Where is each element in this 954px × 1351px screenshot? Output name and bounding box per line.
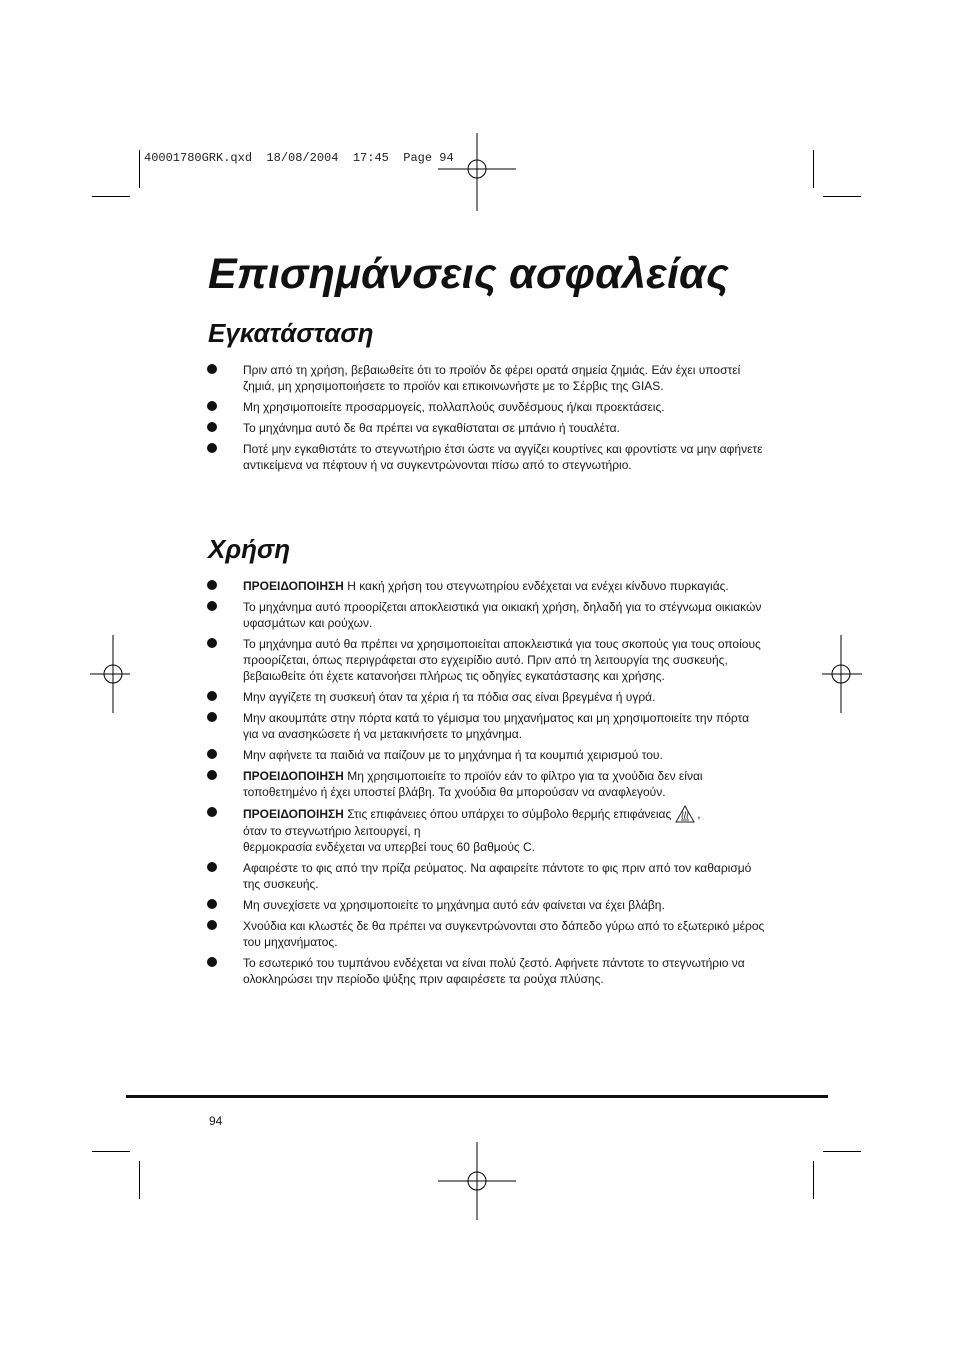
list-item: Μην ακουμπάτε στην πόρτα κατά το γέμισμα του μηχανήματος και μη χρησιμοποιείτε την πόρτα για να ανασηκώσετε ή να μετακινήσετε το μηχάνημα. [206,710,766,742]
bullet-icon [207,807,217,817]
warning-label: ΠΡΟΕΙΔΟΠΟΙΗΣΗ [243,807,344,821]
list-item: ΠΡΟΕΙΔΟΠΟΙΗΣΗ Η κακή χρήση του στεγνωτηρίου ενδέχεται να ενέχει κίνδυνο πυρκαγιάς. [206,578,766,594]
crop-mark [139,150,140,188]
installation-list [206,362,766,473]
crop-mark [813,150,814,188]
footer-rule [126,1095,828,1098]
bullet-icon [207,957,217,967]
registration-mark-icon [438,133,516,211]
list-item: Μη χρησιμοποιείτε προσαρμογείς, πολλαπλούς συνδέσμους ή/και προεκτάσεις. [206,399,766,415]
crop-mark [92,196,130,197]
crop-mark [813,1161,814,1199]
list-item: Μην αγγίζετε τη συσκευή όταν τα χέρια ή τα πόδια σας είναι βρεγμένα ή υγρά. [206,689,766,705]
registration-mark-icon [438,1142,516,1220]
section-heading-use: Χρήση [208,534,291,564]
bullet-icon [207,601,217,611]
print-slug: 40001780GRK.qxd 18/08/2004 17:45 Page 94 [144,151,454,165]
crop-mark [139,1161,140,1199]
bullet-icon [207,422,217,432]
bullet-icon [207,749,217,759]
list-item: Το μηχάνημα αυτό προορίζεται αποκλειστικά για οικιακή χρήση, δηλαδή για το στέγνωμα οικιακών υφασμάτων και ρούχων. [206,599,766,631]
bullet-icon [207,920,217,930]
use-list [206,578,766,987]
list-item: Χνούδια και κλωστές δε θα πρέπει να συγκεντρώνονται στο δάπεδο γύρω από το εξωτερικό μέρος του μηχανήματος. [206,918,766,950]
list-item: Το μηχάνημα αυτό δε θα πρέπει να εγκαθίσταται σε μπάνιο ή τουαλέτα. [206,420,766,436]
registration-mark-icon [90,635,130,713]
crop-mark [92,1151,130,1152]
list-item: Μην αφήνετε τα παιδιά να παίζουν με το μηχάνημα ή τα κουμπιά χειρισμού του. [206,747,766,763]
bullet-icon [207,580,217,590]
bullet-icon [207,899,217,909]
bullet-icon [207,691,217,701]
list-item: Πριν από τη χρήση, βεβαιωθείτε ότι το προϊόν δε φέρει ορατά σημεία ζημιάς. Εάν έχει υποστεί ζημιά, μη χρησιμοποιήσετε το προϊόν και επικοινωνήστε με το Σέρβις της GIAS. [206,362,766,394]
bullet-icon [207,638,217,648]
list-item: ΠΡΟΕΙΔΟΠΟΙΗΣΗ Μη χρησιμοποιείτε το προϊόν εάν το φίλτρο για τα χνούδια δεν είναι τοποθετημένο ή έχει υποστεί βλάβη. Τα χνούδια θα μπορούσαν να αναφλεγούν. [206,768,766,800]
bullet-icon [207,770,217,780]
warning-label: ΠΡΟΕΙΔΟΠΟΙΗΣΗ [243,769,344,783]
bullet-icon [207,862,217,872]
bullet-icon [207,364,217,374]
bullet-icon [207,401,217,411]
section-heading-installation: Εγκατάσταση [208,318,374,348]
list-item: Το εσωτερικό του τυμπάνου ενδέχεται να είναι πολύ ζεστό. Αφήνετε πάντοτε το στεγνωτήριο να ολοκληρώσει την περίοδο ψύξης πριν αφαιρέσετε τα ρούχα πλύσης. [206,955,766,987]
page-number: 94 [209,1114,223,1128]
bullet-icon [207,443,217,453]
list-item: Ποτέ μην εγκαθιστάτε το στεγνωτήριο έτσι ώστε να αγγίζει κουρτίνες και φροντίστε να μην αφήνετε αντικείμενα να πέφτουν ή να συγκεντρώνονται πίσω από το στεγνωτήριο. [206,441,766,473]
list-item: Αφαιρέστε το φις από την πρίζα ρεύματος. Να αφαιρείτε πάντοτε το φις πριν από τον καθαρισμό της συσκευής. [206,860,766,892]
list-item: Μη συνεχίσετε να χρησιμοποιείτε το μηχάνημα αυτό εάν φαίνεται να έχει βλάβη. [206,897,766,913]
bullet-icon [207,712,217,722]
crop-mark [823,1151,861,1152]
crop-mark [823,196,861,197]
registration-mark-icon [822,635,862,713]
warning-label: ΠΡΟΕΙΔΟΠΟΙΗΣΗ [243,579,344,593]
list-item: Το μηχάνημα αυτό θα πρέπει να χρησιμοποιείται αποκλειστικά για τους σκοπούς για τους οποίους προορίζεται, όπως περιγράφεται στο εγχειρίδιο αυτό. Πριν από τη λειτουργία της συσκευής, βεβαιωθείτε ότι έχετε κατανοήσει πλήρως τις οδηγίες εγκατάστασης και χρήσης. [206,636,766,684]
list-item: ΠΡΟΕΙΔΟΠΟΙΗΣΗ Στις επιφάνειες όπου υπάρχει το σύμβολο θερμής επιφάνειας , όταν το στεγνωτήριο λειτουργεί, η θερμοκρασία ενδέχεται να υπερβεί τους 60 βαθμούς C. [206,805,766,855]
page-title: Επισημάνσεις ασφαλείας [208,250,729,298]
hot-surface-warning-icon [675,805,695,823]
